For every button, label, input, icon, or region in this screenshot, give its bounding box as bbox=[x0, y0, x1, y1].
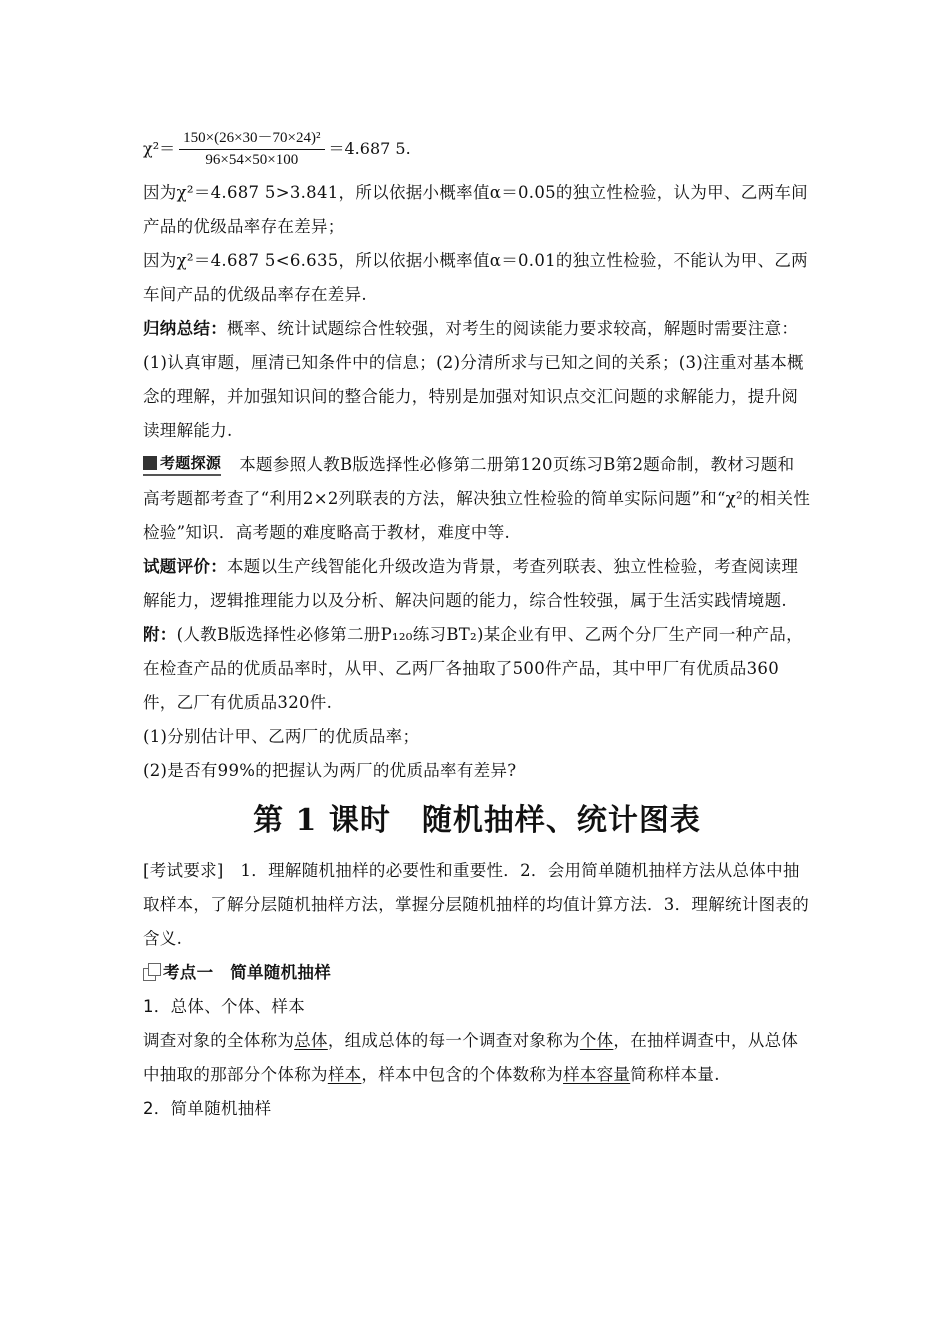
summary-text: 概率、统计试题综合性较强，对考生的阅读能力要求较高，解题时需要注意：(1)认真审题，厘清已知条件中的信息；(2)分清所求与已知之间的关系；(3)注重对基本概念的理解，并加强知识间的整合能力，特别是加强对知识点交汇问题的求解能力，提升阅读理解能力. bbox=[143, 319, 804, 440]
appendix-paragraph bbox=[143, 618, 811, 720]
source-tag bbox=[143, 453, 221, 476]
source-paragraph bbox=[143, 448, 811, 550]
evaluation-paragraph bbox=[143, 550, 811, 618]
term-individual: 个体 bbox=[579, 1031, 614, 1050]
term-population: 总体 bbox=[294, 1031, 328, 1050]
definition-paragraph bbox=[143, 1024, 811, 1092]
formula-rhs: ＝4.687 5. bbox=[328, 138, 411, 158]
requirements-label: [考试要求] bbox=[143, 861, 224, 880]
section-heading-2: 2．简单随机抽样 bbox=[143, 1099, 272, 1118]
kaodian-heading bbox=[143, 956, 811, 990]
summary-paragraph bbox=[143, 312, 811, 448]
appendix-question-2: (2)是否有99%的把握认为两厂的优质品率有差异? bbox=[143, 761, 517, 780]
definition-text-5: 简称样本量. bbox=[630, 1065, 720, 1084]
formula-fraction bbox=[179, 126, 324, 169]
paragraph-alpha-001: 因为χ²＝4.687 5<6.635，所以依据小概率值α＝0.01的独立性检验，不能认为甲、乙两车间产品的优级品率存在差异. bbox=[143, 251, 808, 304]
stacked-squares-icon bbox=[143, 963, 161, 981]
definition-text-2: ，组成总体的每一个调查对象称为 bbox=[327, 1031, 580, 1050]
chi-square-formula bbox=[143, 120, 811, 174]
requirements-text: 1．理解随机抽样的必要性和重要性．2．会用简单随机抽样方法从总体中抽取样本，了解分层随机抽样方法，掌握分层随机抽样的均值计算方法．3．理解统计图表的含义. bbox=[143, 861, 809, 948]
appendix-question-1: (1)分别估计甲、乙两厂的优质品率； bbox=[143, 727, 420, 746]
formula-denominator: 96×54×50×100 bbox=[205, 151, 299, 168]
square-icon bbox=[143, 456, 157, 470]
document-page bbox=[143, 120, 811, 1126]
source-tag-label: 考题探源 bbox=[160, 454, 222, 472]
requirements-paragraph bbox=[143, 854, 811, 956]
formula-numerator: 150×(26×30－70×24)² bbox=[179, 126, 324, 150]
definition-text-1: 调查对象的全体称为 bbox=[143, 1031, 295, 1050]
section-heading-1: 1．总体、个体、样本 bbox=[143, 997, 305, 1016]
formula-lhs: χ²＝ bbox=[143, 138, 176, 158]
term-sample: 样本 bbox=[327, 1065, 362, 1084]
definition-text-3: ，在抽样调查中，从总体中抽取的那部分个体称为 bbox=[143, 1031, 799, 1084]
source-text: 本题参照人教B版选择性必修第二册第120页练习B第2题命制，教材习题和高考题都考查了“利用2×2列联表的方法，解决独立性检验的简单实际问题”和“χ²的相关性检验”知识．高考题的难度略高于教材，难度中等. bbox=[143, 455, 811, 542]
paragraph-alpha-005: 因为χ²＝4.687 5>3.841，所以依据小概率值α＝0.05的独立性检验，认为甲、乙两车间产品的优级品率存在差异； bbox=[143, 183, 808, 236]
term-sample-size: 样本容量 bbox=[563, 1065, 631, 1084]
appendix-text: (人教B版选择性必修第二册P₁₂₀练习BT₂)某企业有甲、乙两个分厂生产同一种产品，在检查产品的优质品率时，从甲、乙两厂各抽取了500件产品，其中甲厂有优质品360件，乙厂有优质品320件. bbox=[143, 625, 803, 712]
definition-text-4: ，样本中包含的个体数称为 bbox=[361, 1065, 564, 1084]
appendix-label: 附： bbox=[143, 625, 177, 644]
summary-label: 归纳总结： bbox=[143, 319, 227, 338]
kaodian-label: 考点一 简单随机抽样 bbox=[163, 963, 331, 982]
evaluation-label: 试题评价： bbox=[143, 557, 227, 576]
lesson-title: 第 1 课时 随机抽样、统计图表 bbox=[253, 803, 701, 838]
evaluation-text: 本题以生产线智能化升级改造为背景，考查列联表、独立性检验，考查阅读理解能力，逻辑推理能力以及分析、解决问题的能力，综合性较强，属于生活实践情境题. bbox=[143, 557, 799, 610]
